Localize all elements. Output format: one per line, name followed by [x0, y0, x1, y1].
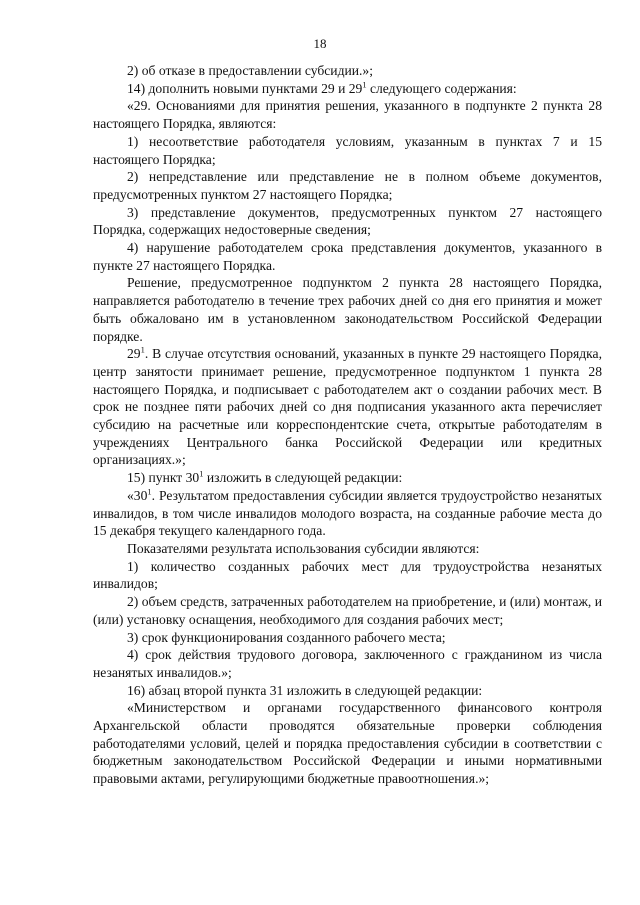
- paragraph-text: 1) количество созданных рабочих мест для трудоустройства незанятых инвалидов;: [93, 558, 602, 592]
- superscript-index: 1: [199, 468, 204, 479]
- paragraph-text: 16) абзац второй пункта 31 изложить в следующей редакции:: [127, 682, 483, 698]
- paragraph: [93, 204, 602, 239]
- paragraph-text: 4) нарушение работодателем срока представления документов, указанного в пункте 27 настоящего Порядка.: [93, 240, 602, 273]
- paragraph: [93, 239, 602, 274]
- paragraph-text-continued: следующего содержания:: [366, 80, 517, 96]
- paragraph: [93, 540, 602, 558]
- paragraph-text: 2) непредставление или представление не в полном объеме документов, предусмотренных пунктом 27 настоящего Порядка;: [93, 169, 602, 202]
- paragraph: [93, 646, 602, 681]
- page-number: 18: [313, 36, 327, 51]
- paragraph: [93, 699, 602, 788]
- paragraph-text: 4) срок действия трудового договора, заключенного с гражданином из числа незанятых инвалидов.»;: [93, 647, 602, 680]
- paragraph-text: Показателями результата использования субсидии являются:: [127, 540, 480, 556]
- superscript-index: 1: [362, 79, 367, 90]
- paragraph-text-continued: изложить в следующей редакции:: [203, 470, 403, 486]
- paragraph-text: 2) об отказе в предоставлении субсидии.»;: [127, 63, 374, 78]
- paragraph-text: «Министерством и органами государственного финансового контроля Архангельской области проводятся обязательные проверки соблюдения работодателями условий, целей и порядка предоставления субсидии в соответствии с бюджетным законодательством Российской Федерации и иными нормативными правовыми актами, регулирующими бюджетные правоотношения.»;: [93, 700, 602, 787]
- paragraph: [93, 168, 602, 203]
- paragraph: [93, 97, 602, 132]
- document-body: [93, 62, 602, 788]
- paragraph-text: 2) объем средств, затраченных работодателем на приобретение, и (или) монтаж, и (или) установку оснащения, необходимого для создания рабочих мест;: [93, 594, 602, 627]
- paragraph-text: 14) дополнить новыми пунктами 29 и 29: [127, 80, 363, 96]
- paragraph-text: «29. Основаниями для принятия решения, указанного в подпункте 2 пункта 28 настоящего Порядка, являются:: [93, 98, 602, 132]
- paragraph: [93, 274, 602, 345]
- paragraph-text: 15) пункт 30: [127, 470, 200, 486]
- paragraph: [93, 62, 602, 80]
- paragraph: [93, 133, 602, 168]
- paragraph-text: Решение, предусмотренное подпунктом 2 пункта 28 настоящего Порядка, направляется работодателю в течение трех рабочих дней со дня его принятия и может быть обжаловано им в установленном законодательством Российской Федерации порядке.: [93, 275, 602, 344]
- paragraph-text: «30: [127, 487, 148, 503]
- paragraph-text: 3) срок функционирования созданного рабочего места;: [127, 629, 446, 645]
- paragraph: [93, 345, 602, 469]
- paragraph: [93, 558, 602, 593]
- paragraph: [93, 593, 602, 628]
- paragraph-text: 3) представление документов, предусмотренных пунктом 27 настоящего Порядка, содержащих недостоверные сведения;: [93, 204, 602, 238]
- paragraph: [93, 469, 602, 487]
- paragraph-text: 1) несоответствие работодателя условиям, указанным в пунктах 7 и 15 настоящего Порядка;: [93, 133, 602, 167]
- paragraph-text-continued: . В случае отсутствия оснований, указанных в пункте 29 настоящего Порядка, центр занятости принимает решение, предусмотренное подпунктом 1 пункта 28 настоящего Порядка, и подписывает с работодателем акт о создании рабочих мест. В срок не позднее пяти рабочих дней со дня подписания указанного акта перечисляет субсидию на расчетные или корреспондентские счета, открытые работодателям в учреждениях Центрального банка Российской Федерации или кредитных организациях.»;: [93, 346, 602, 468]
- paragraph: [93, 682, 602, 700]
- superscript-index: 1: [147, 486, 152, 497]
- paragraph: [93, 80, 602, 98]
- paragraph-text: 29: [127, 346, 141, 362]
- paragraph-text-continued: . Результатом предоставления субсидии является трудоустройство незанятых инвалидов, в том числе инвалидов молодого возраста, на созданные рабочие места до 15 декабря текущего календарного года.: [93, 487, 602, 539]
- paragraph: [93, 629, 602, 647]
- superscript-index: 1: [140, 344, 145, 355]
- paragraph: [93, 487, 602, 540]
